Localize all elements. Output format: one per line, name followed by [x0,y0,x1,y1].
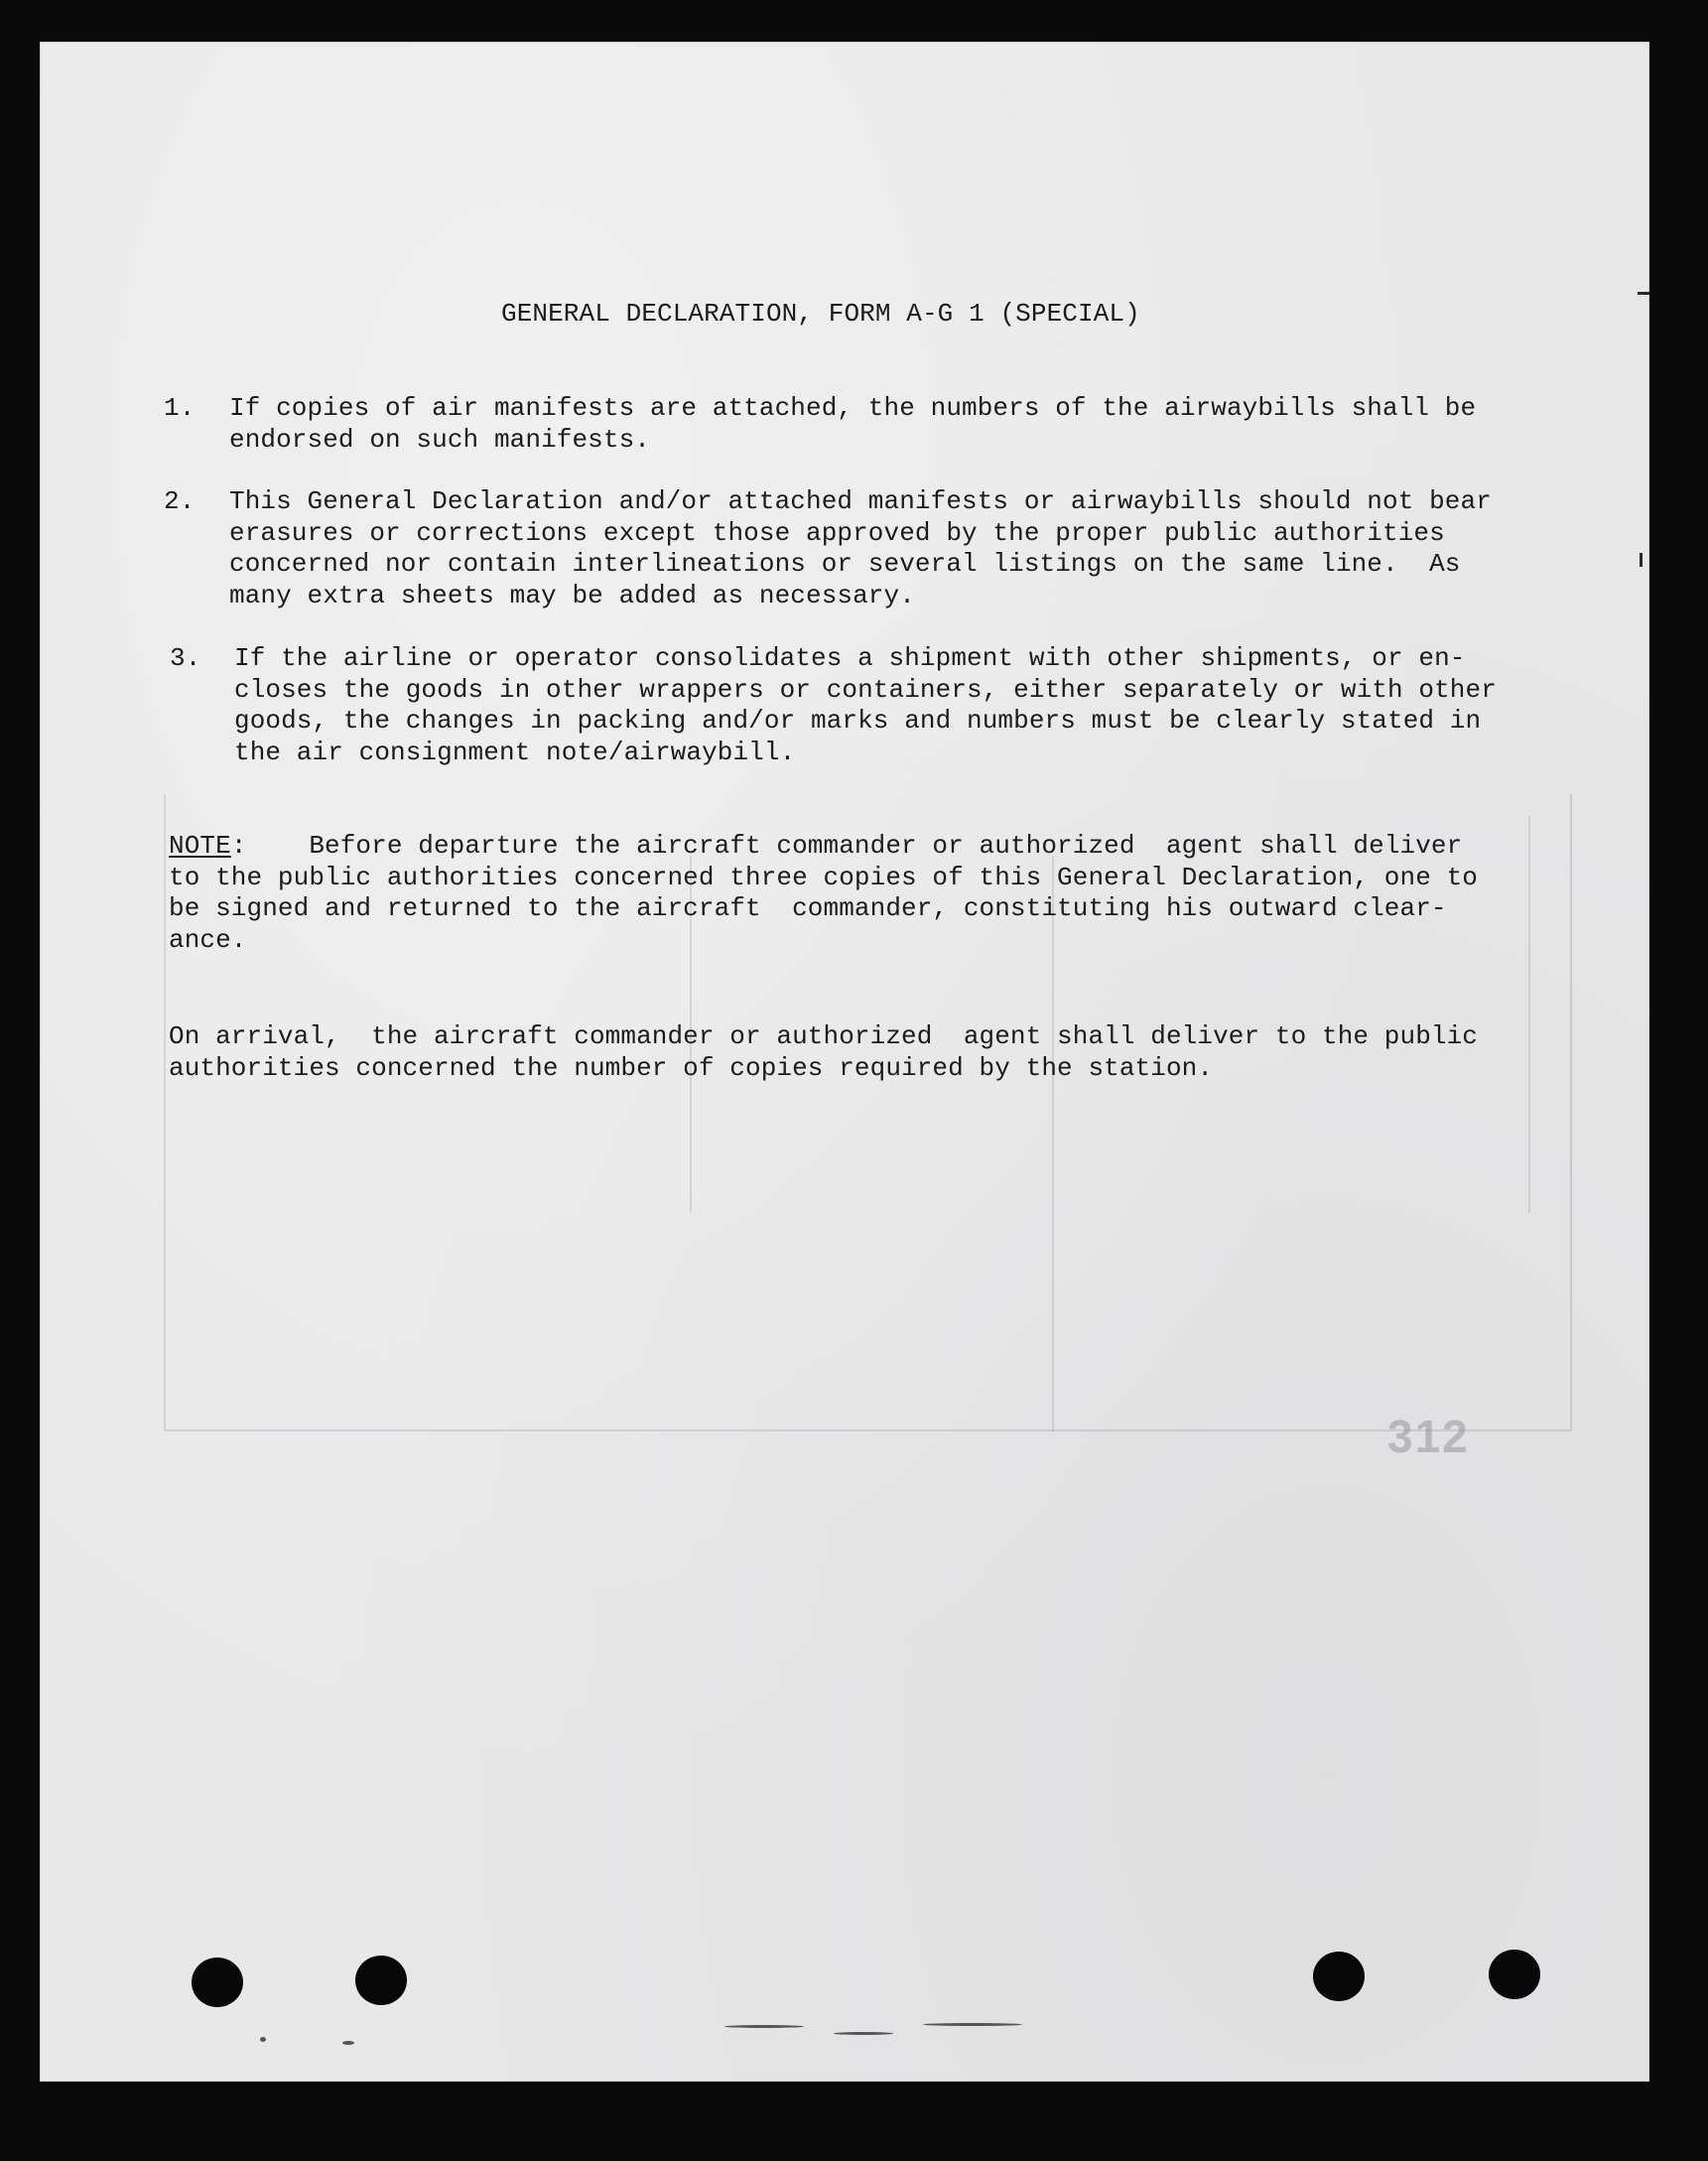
punch-hole [1313,1952,1365,2001]
text-line: many extra sheets may be added as necessary. [229,580,915,610]
text-line: : Before departure the aircraft commander or authorized agent shall deliver [230,831,1463,861]
speck [834,2032,893,2035]
text-line: goods, the changes in packing and/or marks and numbers must be clearly stated in [234,706,1482,736]
note-paragraph [169,831,1478,956]
text-line: closes the goods in other wrappers or containers, either separately or with other [234,674,1497,705]
note-first-line [169,831,1478,863]
text-line: If the airline or operator consolidates a shipment with other shipments, or en- [234,643,1466,673]
text-line: the air consignment note/airwaybill. [234,737,796,767]
item-number: 2. [164,486,196,516]
edge-mark [1638,292,1649,295]
text-line: erasures or corrections except those approved by the proper public authorities [229,517,1445,548]
speck [923,2023,1022,2026]
text-line: authorities concerned the number of copies required by the station. [169,1052,1214,1083]
speck [342,2041,354,2045]
text-line: endorsed on such manifests. [229,424,650,455]
arrival-paragraph [169,1021,1478,1084]
speck [260,2037,266,2042]
text-line: be signed and returned to the aircraft commander, constituting his outward clear- [169,893,1447,923]
punch-hole [192,1958,243,2007]
document-page [40,42,1649,2082]
show-through-line [164,794,166,1429]
text-line: If copies of air manifests are attached, the numbers of the airwaybills shall be [229,393,1477,423]
item-text [234,643,1497,768]
punch-hole [355,1956,407,2005]
note-label: NOTE [169,831,231,861]
text-line: This General Declaration and/or attached manifests or airwaybills should not bear [229,486,1492,516]
page-number-stamp: 312 [1387,1411,1470,1462]
show-through-line [1528,816,1530,1213]
text-line: On arrival, the aircraft commander or authorized agent shall deliver to the public [169,1021,1479,1051]
edge-mark [1640,553,1642,567]
text-line: concerned nor contain interlineations or several listings on the same line. As [229,549,1461,579]
item-text [229,486,1492,611]
item-number: 3. [170,643,201,673]
item-number: 1. [164,393,196,423]
page-title: GENERAL DECLARATION, FORM A-G 1 (SPECIAL) [501,299,1140,329]
punch-hole [1489,1950,1540,1999]
text-line: ance. [169,924,247,955]
item-text [229,393,1476,456]
text-line: to the public authorities concerned three copies of this General Declaration, one to [169,862,1479,892]
speck [724,2025,804,2028]
